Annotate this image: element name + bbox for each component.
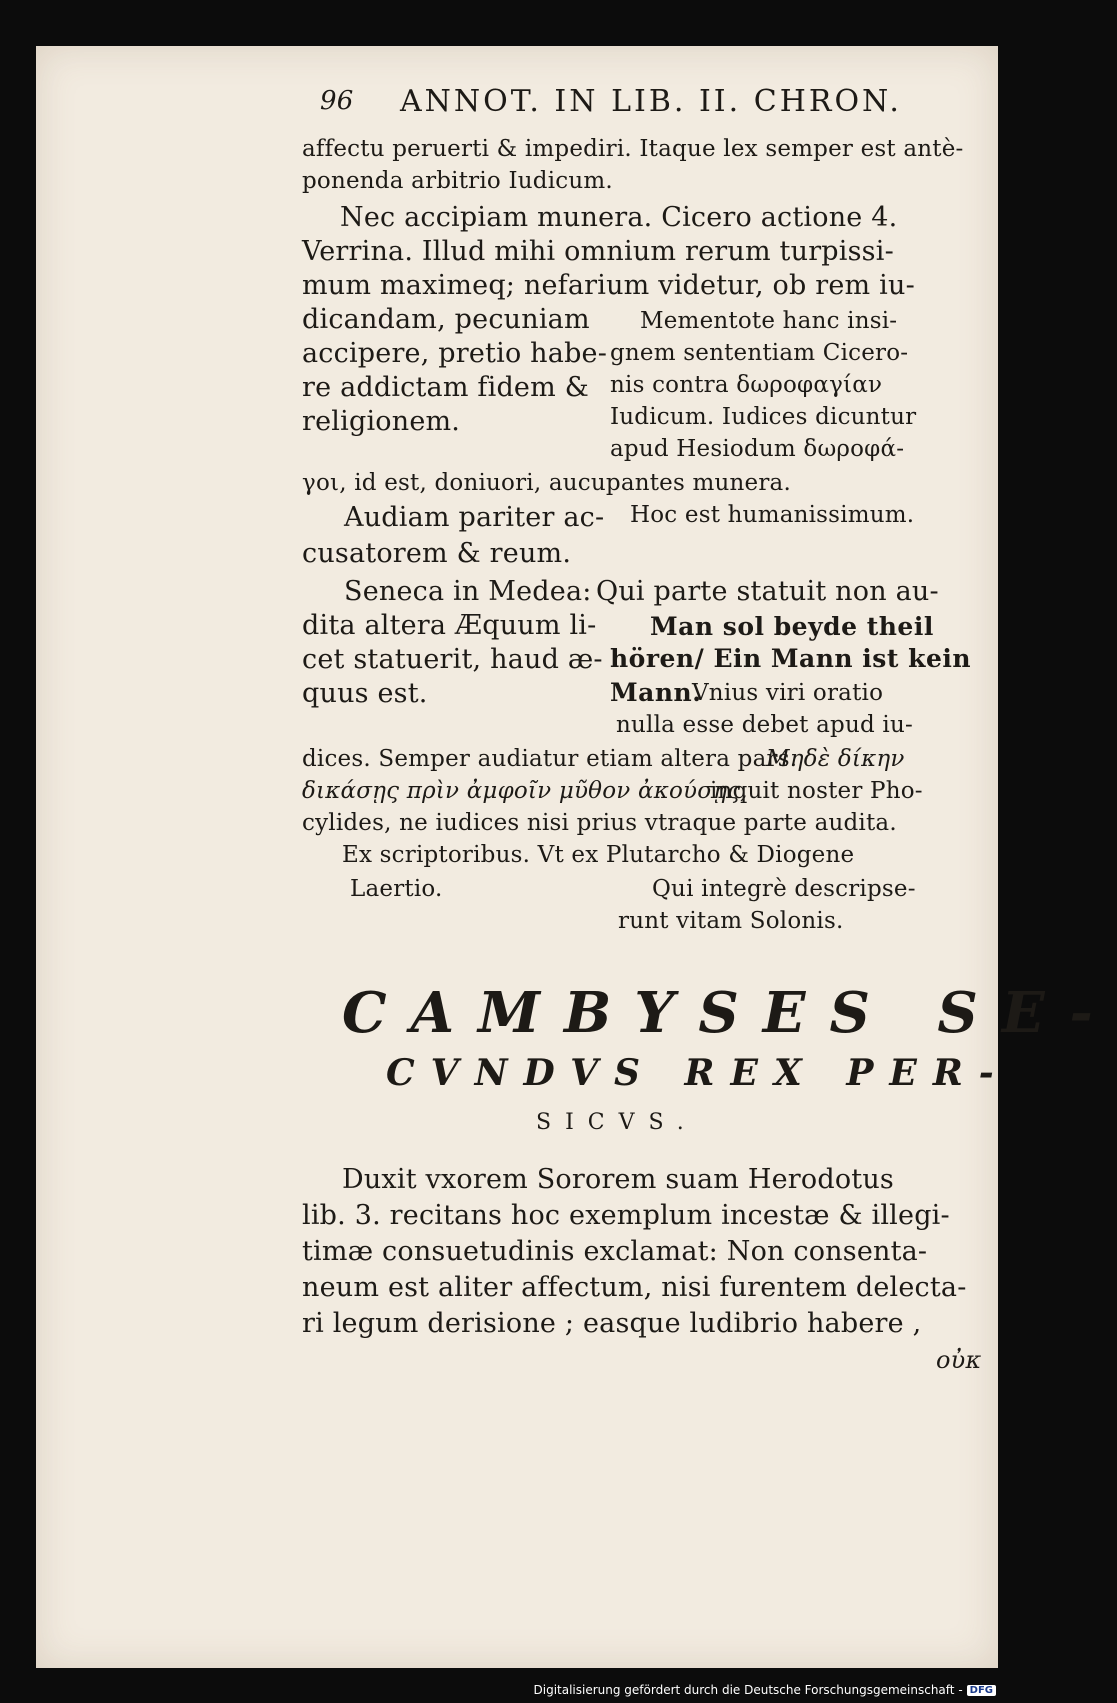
- greek-text: Μηδὲ δίκην: [766, 746, 905, 772]
- book-page: [36, 46, 1117, 1668]
- text-line: ri legum derisione ; easque ludibrio habere ,: [302, 1308, 922, 1339]
- text-line: re addictam fidem &: [302, 372, 589, 403]
- text-line: cet statuerit, haud æ-: [302, 644, 603, 675]
- text-line: Qui parte statuit non au-: [596, 576, 939, 607]
- section-title-line1: CAMBYSES SE-: [342, 980, 1117, 1046]
- text-line: Seneca in Medea:: [344, 576, 592, 607]
- section-title-line3: SICVS.: [536, 1110, 698, 1135]
- text-line: Duxit vxorem Sororem suam Herodotus: [342, 1164, 894, 1195]
- text-line: dicandam, pecuniam: [302, 304, 590, 335]
- text-line: Laertio.: [350, 876, 443, 902]
- text-line: mum maximeq; nefarium videtur, ob rem iu-: [302, 270, 915, 301]
- text-line: timæ consuetudinis exclamat: Non consenta-: [302, 1236, 928, 1267]
- margin-note: Iudicum. Iudices dicuntur: [610, 404, 917, 430]
- text-line: dita altera Æquum li-: [302, 610, 597, 641]
- margin-note: Vnius viri oratio: [692, 680, 884, 706]
- page-number: 96: [320, 86, 354, 116]
- text-line: accipere, pretio habe-: [302, 338, 608, 369]
- text-line: Ex scriptoribus. Vt ex Plutarcho & Diogene: [342, 842, 855, 868]
- german-note: Man sol beyde theil: [650, 612, 934, 641]
- german-note: Mann.: [610, 678, 702, 707]
- margin-note: Qui integrè descripse-: [652, 876, 916, 902]
- text-line: affectu peruerti & impediri. Itaque lex semper est antè-: [302, 136, 964, 162]
- text-line: Nec accipiam munera. Cicero actione 4.: [340, 202, 898, 233]
- text-line: religionem.: [302, 406, 461, 437]
- margin-note: Hoc est humanissimum.: [630, 502, 915, 528]
- text-line: ponenda arbitrio Iudicum.: [302, 168, 613, 194]
- text-line: Audiam pariter ac-: [344, 502, 605, 533]
- margin-note: nulla esse debet apud iu-: [616, 712, 913, 738]
- text-line: dices. Semper audiatur etiam altera pars.: [302, 746, 798, 772]
- text-line: γοι, id est, doniuori, aucupantes munera.: [302, 470, 791, 496]
- text-line: neum est aliter affectum, nisi furentem delecta-: [302, 1272, 967, 1303]
- catchword: οὐκ: [936, 1346, 982, 1374]
- text-line: Verrina. Illud mihi omnium rerum turpissi-: [302, 236, 894, 267]
- margin-note: runt vitam Solonis.: [618, 908, 844, 934]
- section-title-line2: CVNDVS REX PER-: [386, 1052, 1010, 1094]
- text-line: quus est.: [302, 678, 428, 709]
- text-line: inquit noster Pho-: [710, 778, 923, 804]
- margin-note: Mementote hanc insi-: [640, 308, 898, 334]
- greek-text: δικάσῃς πρὶν ἀμφοῖν μῦθον ἀκούσῃς,: [302, 778, 748, 804]
- running-title: ANNOT. IN LIB. II. CHRON.: [400, 84, 902, 119]
- digitization-credit: [534, 1683, 997, 1697]
- text-line: cusatorem & reum.: [302, 538, 572, 569]
- text-line: lib. 3. recitans hoc exemplum incestæ & illegi-: [302, 1200, 950, 1231]
- german-note: hören/ Ein Mann ist kein: [610, 644, 972, 673]
- margin-note: apud Hesiodum δωροφά-: [610, 436, 905, 462]
- credit-text: Digitalisierung gefördert durch die Deutsche Forschungsgemeinschaft -: [533, 1683, 963, 1697]
- margin-note: nis contra δωροφαγίαν: [610, 372, 883, 398]
- margin-note: gnem sententiam Cicero-: [610, 340, 909, 366]
- text-line: cylides, ne iudices nisi prius vtraque parte audita.: [302, 810, 897, 836]
- dfg-logo: DFG: [967, 1685, 996, 1696]
